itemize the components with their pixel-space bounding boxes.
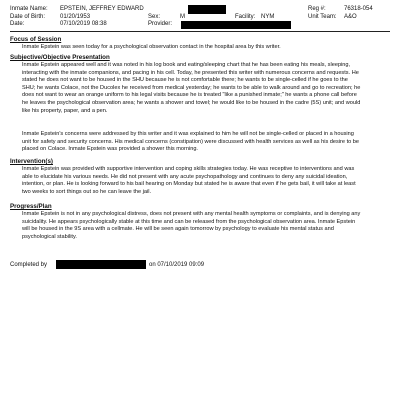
sex-label: Sex: — [148, 14, 161, 20]
unit-value: A&O — [344, 14, 357, 20]
dob-value: 01/20/1953 — [60, 14, 91, 20]
intervention-text: Inmate Epstein was provided with supportive intervention and coping skills strategies today. He was receptive to interventions and was able to elucidate his various needs. He did not present with any acute psychopathology and continues to deny any suicidal ideation, intention, or plan. He is looking forward to his bail hearing on Monday but stated he is aware that even if he gets bail, it will take at least two weeks to sort things out so he can leave the jail. — [22, 166, 356, 195]
redaction-bar — [188, 5, 226, 14]
progress-text: Inmate Epstein is not in any psychological distress, does not present with any mental health symptoms or complaints, and is denying any suicidality. He appears psychologically stable at this time and can be released from the psychological observation area. Inmate Epstein will be housed in the 9S area with a cellmate. He will be seen again tomorrow by psychology to evaluate his mental status and psychological stability. — [22, 211, 361, 240]
sex-value: M — [180, 14, 185, 20]
dob-label: Date of Birth: — [10, 14, 46, 20]
completed-on: on 07/10/2019 09:09 — [149, 262, 205, 268]
intervention-title: Intervention(s) — [10, 158, 53, 165]
inmate-name-value: EPSTEIN, JEFFREY EDWARD — [60, 6, 144, 12]
date-value: 07/10/2019 08:38 — [60, 21, 107, 27]
completed-by-label: Completed by — [10, 262, 48, 268]
reg-value: 76318-054 — [344, 6, 373, 12]
redaction-bar — [56, 260, 146, 269]
progress-title: Progress/Plan — [10, 203, 52, 210]
subjective-paragraph-1: Inmate Epstein appeared well and it was noted in his log book and eating/sleeping chart that he has been eating his meals, sleeping, interacting with the inmate companions, and pacing in his cell. Today, he presented this writer with numerous concerns and requests. He stated he does not want to be housed in the SHU because he is not comfortable there; he wants to be single-celled if he goes to the SHU; he wants Colace, not the Ducolex he received from medical yesterday; he wants to be able to walk around and go to recreation; he does not want to wear an orange uniform to his legal visits because he is treated "like a punished inmate;" he wants a phone call before he leaves the psychological observation area; he wants a shower and towel; he would like to be housed in the cadre (5S) unit; and would like his property, paper, and a pen. — [22, 62, 361, 114]
subjective-title: Subjective/Objective Presentation — [10, 54, 110, 61]
focus-title: Focus of Session — [10, 36, 62, 43]
provider-label: Provider: — [148, 21, 173, 27]
facility-value: NYM — [261, 14, 275, 20]
redaction-bar — [181, 21, 291, 29]
focus-text: Inmate Epstein was seen today for a psychological observation contact in the hospital area by this writer. — [22, 44, 281, 50]
date-label: Date: — [10, 21, 25, 27]
inmate-name-label: Inmate Name: — [10, 6, 48, 12]
unit-label: Unit Team: — [308, 14, 337, 20]
reg-label: Reg #: — [308, 6, 326, 12]
subjective-paragraph-2: Inmate Epstein's concerns were addressed by this writer and it was explained to him he will not be single-celled or placed in a housing unit for safety and security concerns. His medical concerns (constipation) were discussed with health services as well as his desire to be placed on Colace. Inmate Epstein was provided a shower this morning. — [22, 131, 360, 153]
header-divider — [10, 31, 390, 32]
facility-label: Facility: — [235, 14, 256, 20]
